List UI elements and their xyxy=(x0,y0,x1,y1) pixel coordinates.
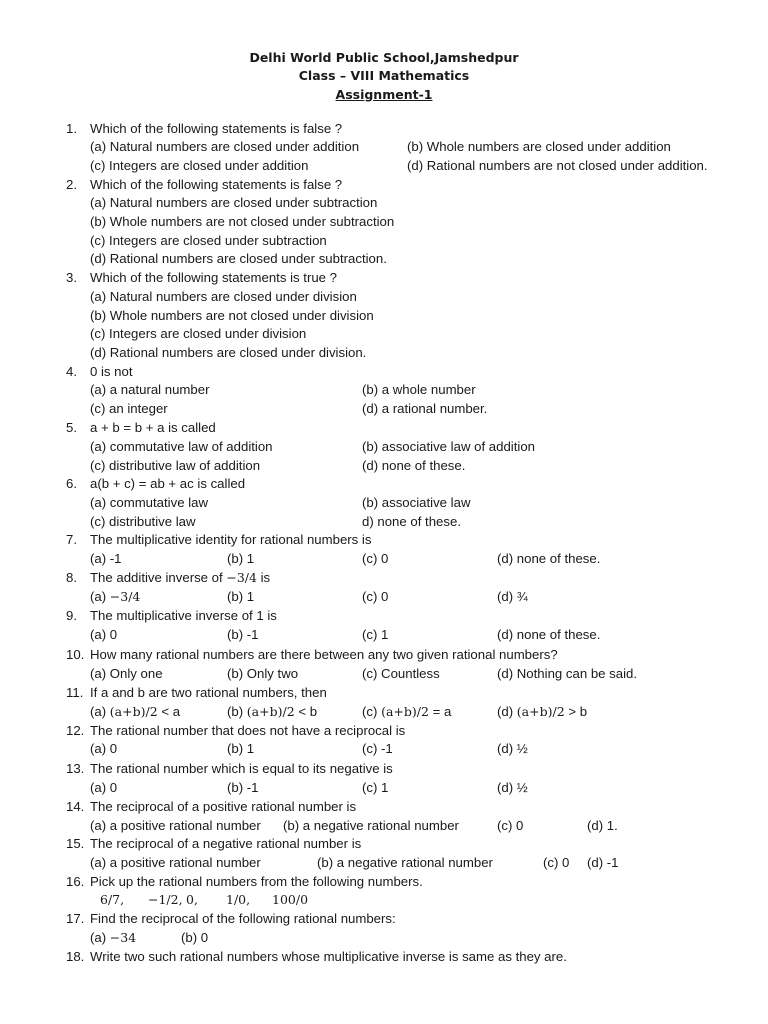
option: (c) 1 xyxy=(362,627,389,642)
option: (b) a negative rational number xyxy=(317,855,493,870)
option: (a) Natural numbers are closed under addition xyxy=(90,139,360,154)
option: (c) distributive law of addition xyxy=(90,458,261,473)
option: (d) a rational number. xyxy=(362,401,488,416)
option: d) none of these. xyxy=(362,514,461,529)
option: (a) -1 xyxy=(90,551,122,566)
option: (c) Integers are closed under division xyxy=(90,326,307,341)
option: (d) none of these. xyxy=(497,551,601,566)
option: (c) (a+b)/2 = a xyxy=(362,704,452,719)
option: (d) Rational numbers are not closed under addition. xyxy=(407,158,708,173)
option: (a) −34 xyxy=(90,930,137,945)
option: (b) associative law of addition xyxy=(362,439,535,454)
option: (b) 0 xyxy=(181,930,209,945)
option: (c) an integer xyxy=(90,401,168,416)
option: (d) -1 xyxy=(587,855,619,870)
option: (d) 1. xyxy=(587,818,618,833)
option: (a) −3/4 xyxy=(90,589,141,604)
option: (a) commutative law xyxy=(90,495,208,510)
option: (b) 1 xyxy=(227,741,255,756)
option: (a) commutative law of addition xyxy=(90,439,273,454)
option: (a) a positive rational number xyxy=(90,855,261,870)
option: (c) Integers are closed under addition xyxy=(90,158,309,173)
option: (b) Whole numbers are not closed under subtraction xyxy=(90,214,395,229)
option: (c) 0 xyxy=(362,551,389,566)
option: (d) Rational numbers are closed under division. xyxy=(90,345,367,360)
option: (a) 0 xyxy=(90,780,118,795)
option: (b) 1 xyxy=(227,551,255,566)
option: (b) -1 xyxy=(227,627,259,642)
school-name: Delhi World Public School,Jamshedpur xyxy=(249,50,519,65)
option: (d) ½ xyxy=(497,741,528,756)
option: (c) Integers are closed under subtraction xyxy=(90,233,327,248)
option: (c) 0 xyxy=(362,589,389,604)
option: (b) Whole numbers are closed under addition xyxy=(407,139,671,154)
number-item: 0, xyxy=(186,892,198,907)
option: (b) Only two xyxy=(227,666,299,681)
option: (c) 0 xyxy=(497,818,524,833)
option: (d) none of these. xyxy=(362,458,466,473)
option: (c) Countless xyxy=(362,666,440,681)
option: (b) -1 xyxy=(227,780,259,795)
option: (d) Rational numbers are closed under subtraction. xyxy=(90,251,387,266)
option: (d) none of these. xyxy=(497,627,601,642)
option: (a) a natural number xyxy=(90,382,210,397)
option: (a) (a+b)/2 < a xyxy=(90,704,181,719)
option: (d) ¾ xyxy=(497,589,528,604)
number-item: −1/2, xyxy=(148,892,183,907)
option: (a) a positive rational number xyxy=(90,818,261,833)
number-item: 1/0, xyxy=(226,892,251,907)
option: (b) 1 xyxy=(227,589,255,604)
option: (c) -1 xyxy=(362,741,393,756)
option: (d) ½ xyxy=(497,780,528,795)
number-item: 6/7, xyxy=(100,892,125,907)
option: (a) 0 xyxy=(90,741,118,756)
option: (c) distributive law xyxy=(90,514,196,529)
option: (c) 0 xyxy=(543,855,570,870)
option: (a) 0 xyxy=(90,627,118,642)
number-item: 100/0 xyxy=(272,892,309,907)
option: (b) a negative rational number xyxy=(283,818,459,833)
option: (b) a whole number xyxy=(362,382,476,397)
option: (a) Natural numbers are closed under subtraction xyxy=(90,195,378,210)
option: (a) Natural numbers are closed under division xyxy=(90,289,357,304)
option: (d) Nothing can be said. xyxy=(497,666,638,681)
option: (b) Whole numbers are not closed under division xyxy=(90,308,374,323)
option: (b) (a+b)/2 < b xyxy=(227,704,318,719)
page-title: Assignment-1 xyxy=(335,87,433,102)
option: (c) 1 xyxy=(362,780,389,795)
option: (b) associative law xyxy=(362,495,471,510)
class-subject: Class – VIII Mathematics xyxy=(298,68,470,83)
option: (a) Only one xyxy=(90,666,163,681)
option: (d) (a+b)/2 > b xyxy=(497,704,588,719)
